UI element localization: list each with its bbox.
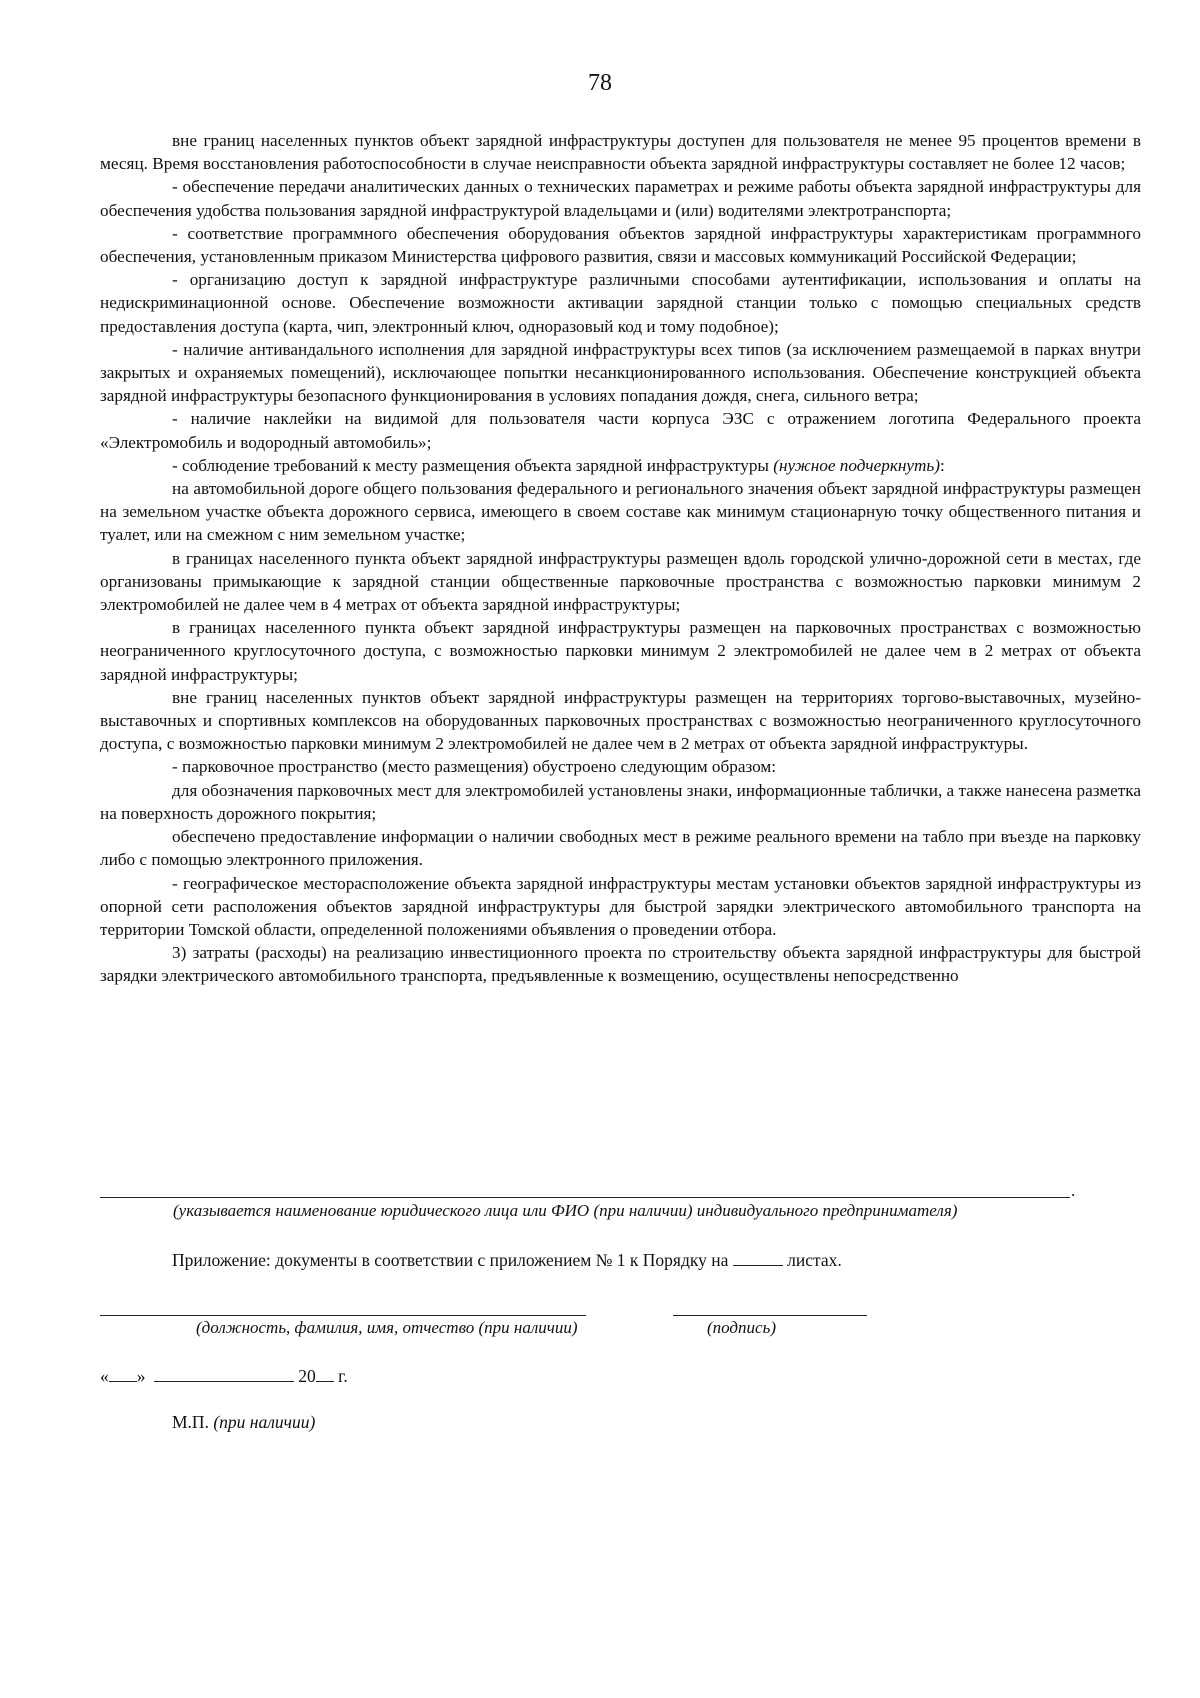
paragraph: - обеспечение передачи аналитических данных о технических параметрах и режиме работы объекта зарядной инфраструктуры для обеспечения удобства пользования зарядной инфраструктурой владельцами и (или) водителями электротранспорта; <box>100 177 1141 220</box>
stamp-line <box>172 1412 315 1433</box>
position-line <box>100 1315 586 1316</box>
attachment-line <box>172 1249 842 1271</box>
entity-caption: (указывается наименование юридического лица или ФИО (при наличии) индивидуального предпринимателя) <box>173 1201 958 1220</box>
paragraph: - географическое месторасположение объекта зарядной инфраструктуры местам установки объектов зарядной инфраструктуры из опорной сети расположения объектов зарядной инфраструктуры для быстрой зарядки электрического автомобильного транспорта на территории Томской области, определенной положениями объявления о проведении отбора. <box>100 873 1141 939</box>
year-blank <box>316 1365 334 1382</box>
paragraph <box>100 454 1141 477</box>
sheet-count-blank <box>733 1249 783 1266</box>
paragraph-text: - соблюдение требований к месту размещения объекта зарядной инфраструктуры <box>172 455 774 475</box>
paragraph-tail: : <box>939 455 945 475</box>
date-open-quote: « <box>100 1366 109 1386</box>
paragraph: - парковочное пространство (место размещения) обустроено следующим образом: <box>172 757 777 777</box>
paragraph: для обозначения парковочных мест для электромобилей установлены знаки, информационные таблички, а также нанесена разметка на поверхность дорожного покрытия; <box>100 780 1141 823</box>
day-blank <box>109 1365 137 1382</box>
paragraph: - соответствие программного обеспечения оборудования объектов зарядной инфраструктуры характеристикам программного обеспечения, установленным приказом Министерства цифрового развития, связи и массовых коммуникаций Российской Федерации; <box>100 223 1141 267</box>
paragraph: вне границ населенных пунктов объект зарядной инфраструктуры доступен для пользователя не менее 95 процентов времени в месяц. Время восстановления работоспособности в случае неисправности объекта зарядной инфраструктуры составляет не более 12 часов; <box>100 131 1141 174</box>
paragraph: обеспечено предоставление информации о наличии свободных мест в режиме реального времени на табло при въезде на парковку либо с помощью электронного приложения. <box>100 827 1141 870</box>
attachment-suffix: листах. <box>787 1250 842 1270</box>
date-close-quote: » <box>136 1366 146 1386</box>
paragraph: в границах населенного пункта объект зарядной инфраструктуры размещен на парковочных пространствах с возможностью неограниченного круглосуточного доступа, с возможностью парковки минимум 2 электромобилей не далее чем в 2 метрах от объекта зарядной инфраструктуры; <box>100 618 1141 684</box>
stamp-note: (при наличии) <box>213 1412 316 1432</box>
paragraph: на автомобильной дороге общего пользования федерального и регионального значения объект зарядной инфраструктуры размещен на земельном участке объекта дорожного сервиса, имеющего в своем составе как минимум стационарную точку общественного питания и туалет, или на смежном с ним земельном участке; <box>100 479 1141 545</box>
month-blank <box>154 1365 294 1382</box>
signature-line <box>673 1315 867 1316</box>
date-year: 20 <box>298 1366 316 1386</box>
paragraph: 3) затраты (расходы) на реализацию инвестиционного проекта по строительству объекта зарядной инфраструктуры для быстрой зарядки электрического автомобильного транспорта, предъявленные к возмещению, осуществлены непосредственно <box>100 943 1141 986</box>
date-line <box>100 1365 348 1387</box>
date-year-suffix: г. <box>338 1366 348 1386</box>
position-caption: (должность, фамилия, имя, отчество (при наличии) <box>196 1318 578 1337</box>
page-number: 78 <box>588 70 612 96</box>
body-text <box>100 129 1141 988</box>
signature-caption: (подпись) <box>707 1318 776 1337</box>
entity-line-end: . <box>1071 1181 1076 1200</box>
stamp-label: М.П. <box>172 1412 209 1432</box>
attachment-prefix: Приложение: документы в соответствии с приложением № 1 к Порядку на <box>172 1250 729 1270</box>
entity-name-line <box>100 1197 1070 1198</box>
paragraph: - наличие наклейки на видимой для пользователя части корпуса ЭЗС с отражением логотипа Федерального проекта «Электромобиль и водородный автомобиль»; <box>100 409 1141 452</box>
paragraph: вне границ населенных пунктов объект зарядной инфраструктуры размещен на территориях торгово-выставочных, музейно-выставочных и спортивных комплексов на оборудованных парковочных пространствах с возможностью неограниченного круглосуточного доступа, с возможностью парковки минимум 2 электромобилей не далее чем в 2 метрах от объекта зарядной инфраструктуры. <box>100 687 1141 754</box>
italic-note: (нужное подчеркнуть) <box>773 455 940 475</box>
paragraph: - организацию доступ к зарядной инфраструктуре различными способами аутентификации, использования и оплаты на недискриминационной основе. Обеспечение возможности активации зарядной станции только с помощью специальных средств предоставления доступа (карта, чип, электронный ключ, одноразовый код и тому подобное); <box>100 270 1141 336</box>
paragraph: в границах населенного пункта объект зарядной инфраструктуры размещен вдоль городской улично-дорожной сети в местах, где организованы примыкающие к зарядной станции общественные парковочные пространства с возможностью парковки минимум 2 электромобилей не далее чем в 4 метрах от объекта зарядной инфраструктуры; <box>100 548 1141 615</box>
paragraph: - наличие антивандального исполнения для зарядной инфраструктуры всех типов (за исключением размещаемой в парках внутри закрытых и охраняемых помещений), исключающее попытки несанкционированного использования. Обеспечение конструкцией объекта зарядной инфраструктуры безопасного функционирования в условиях попадания дождя, снега, сильного ветра; <box>100 339 1141 406</box>
